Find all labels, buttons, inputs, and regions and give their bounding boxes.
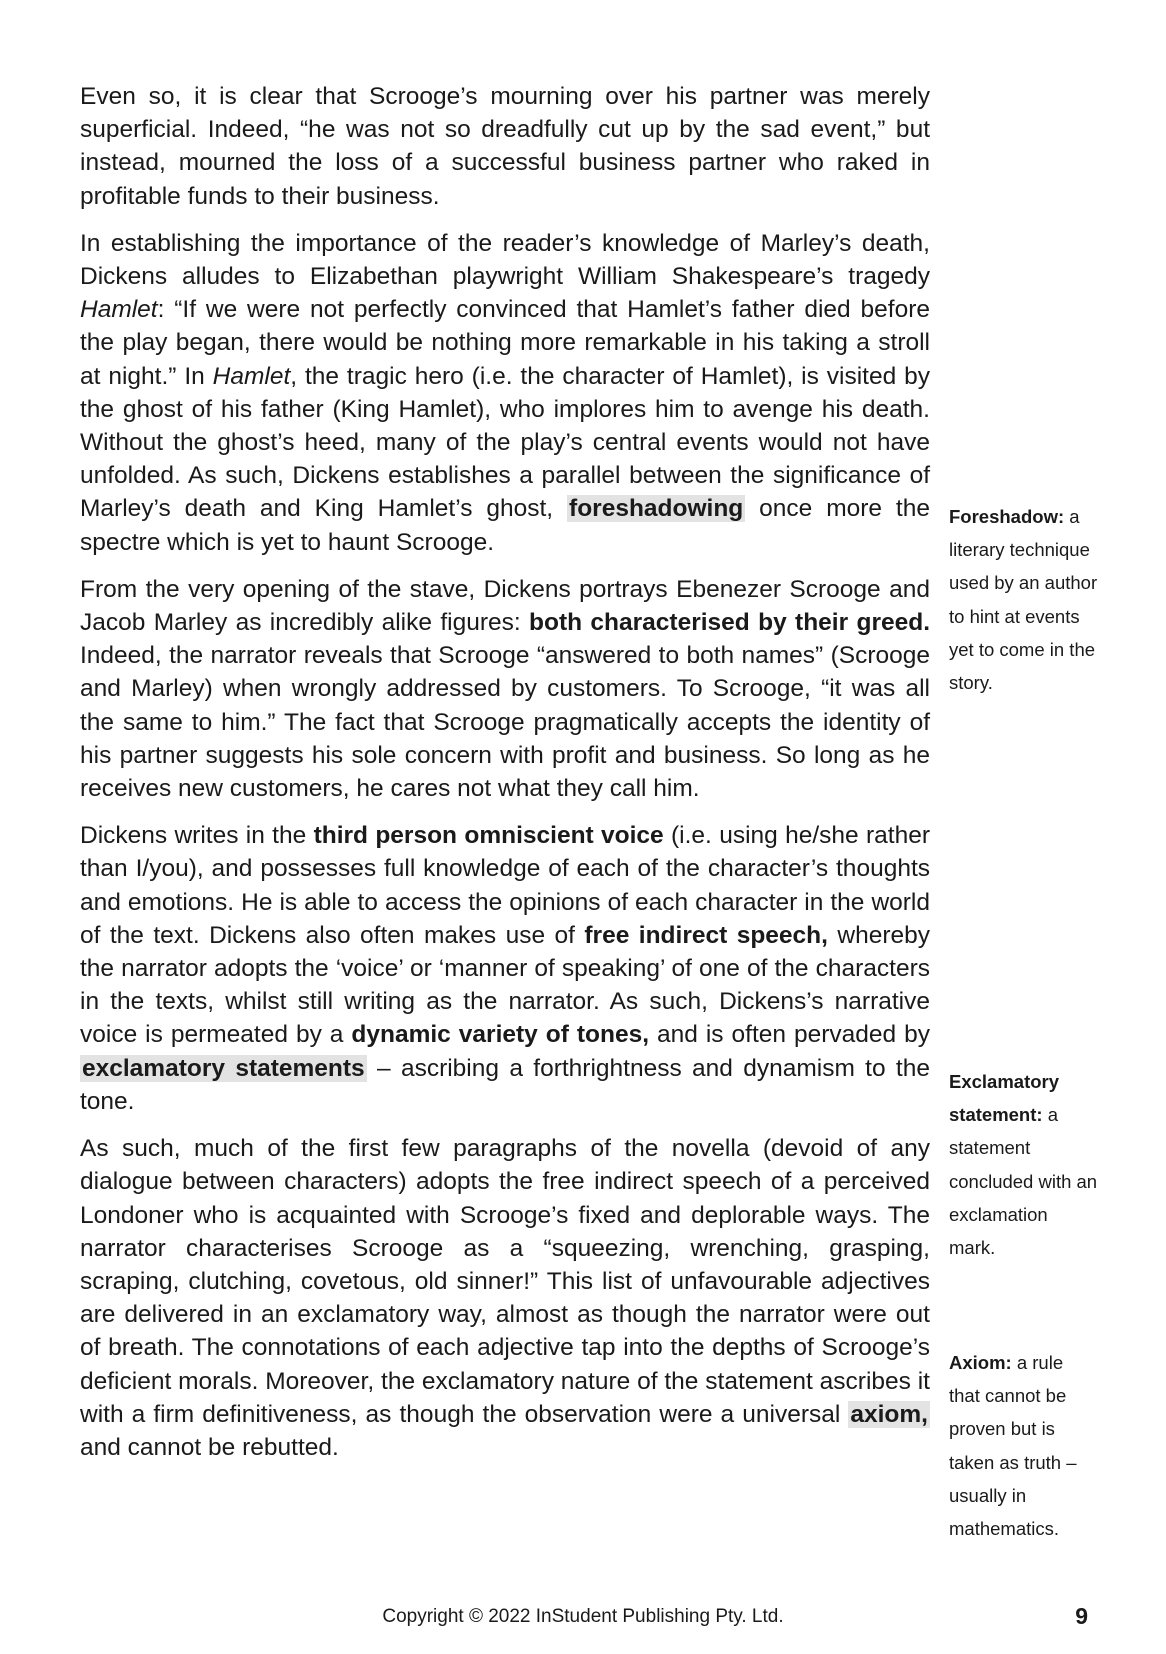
paragraph-text: : “If we were not perfectly convinced that Hamlet’s father died before the play began, there would be nothing more remarkable in his taking a stroll at night.” In bbox=[80, 296, 930, 390]
sidenote-definition: a rule that cannot be proven but is taken as truth – usually in mathematics. bbox=[949, 1352, 1077, 1540]
page-number: 9 bbox=[1075, 1603, 1088, 1629]
paragraph-text: (i.e. using he/she rather than I/you), and possesses full knowledge of each of the character’s thoughts and emotions. He is able to access the opinions of each character in the world of the text. Dickens also often makes use of bbox=[80, 822, 930, 949]
bold-phrase: both characterised by their greed. bbox=[529, 609, 930, 637]
sidenote-term: Exclamatory statement: bbox=[949, 1071, 1060, 1126]
main-text-column bbox=[80, 80, 930, 1478]
highlighted-term-foreshadowing: foreshadowing bbox=[569, 495, 744, 523]
paragraph-text: Indeed, the narrator reveals that Scrooge “answered to both names” (Scrooge and Marley) when wrongly addressed by customers. To Scrooge, “it was all the same to him.” The fact that Scrooge pragmatically accepts the identity of his partner suggests his sole concern with profit and business. So long as he receives new customers, he cares not what they call him. bbox=[80, 642, 930, 803]
paragraph-text: As such, much of the first few paragraphs of the novella (devoid of any dialogue between characters) adopts the free indirect speech of a perceived Londoner who is acquainted with Scrooge’s fixed and deplorable ways. The narrator characterises Scrooge as a “squeezing, wrenching, grasping, scraping, clutching, covetous, old sinner!” This list of unfavourable adjectives are delivered in an exclamatory way, almost as though the narrator were out of breath. The connotations of each adjective tap into the depths of Scrooge’s deficient morals. Moreover, the exclamatory nature of the statement ascribes it with a firm definitiveness, as though the observation were a universal bbox=[80, 1135, 930, 1428]
paragraph-1 bbox=[80, 80, 930, 213]
italic-title: Hamlet bbox=[212, 362, 291, 390]
highlighted-term-exclamatory-statements: exclamatory statements bbox=[82, 1054, 365, 1082]
paragraph-4 bbox=[80, 819, 930, 1118]
paragraph-text: whereby the narrator adopts the ‘voice’ or ‘manner of speaking’ of one of the characters in the texts, whilst still writing as the narrator. As such, Dickens’s narrative voice is permeated by a bbox=[80, 921, 930, 1049]
italic-title: Hamlet bbox=[80, 296, 158, 324]
sidenote-definition: a statement concluded with an exclamation mark. bbox=[949, 1104, 1098, 1259]
paragraph-text: once more the spectre which is yet to haunt Scrooge. bbox=[80, 495, 930, 556]
paragraph-text: Even so, it is clear that Scrooge’s mourning over his partner was merely superficial. Indeed, “he was not so dreadfully cut up by the sad event,” but instead, mourned the loss of a successful business partner who raked in profitable funds to their business. bbox=[80, 83, 930, 210]
sidenote-term: Foreshadow: bbox=[949, 506, 1065, 527]
paragraph-text: – ascribing a forthrightness and dynamism to the tone. bbox=[80, 1054, 930, 1115]
sidenote-foreshadow bbox=[949, 500, 1099, 699]
paragraph-text: From the very opening of the stave, Dickens portrays Ebenezer Scrooge and Jacob Marley as incredibly alike figures: bbox=[80, 575, 930, 637]
paragraph-5 bbox=[80, 1132, 930, 1464]
bold-phrase: free indirect speech, bbox=[584, 921, 828, 949]
bold-phrase: third person omniscient voice bbox=[313, 822, 664, 850]
paragraph-text: and cannot be rebutted. bbox=[80, 1433, 339, 1461]
copyright-footer: Copyright © 2022 InStudent Publishing Pty. Ltd. bbox=[382, 1606, 784, 1627]
sidenote-axiom bbox=[949, 1346, 1099, 1545]
sidenote-exclamatory-statement bbox=[949, 1065, 1099, 1264]
paragraph-text: Dickens writes in the bbox=[80, 822, 314, 850]
paragraph-2 bbox=[80, 227, 930, 559]
paragraph-3 bbox=[80, 573, 930, 805]
sidenote-definition: a literary technique used by an author to hint at events yet to come in the story. bbox=[949, 506, 1098, 694]
paragraph-text: In establishing the importance of the reader’s knowledge of Marley’s death, Dickens alludes to Elizabethan playwright William Shakespeare’s tragedy bbox=[80, 229, 930, 291]
paragraph-text: , the tragic hero (i.e. the character of Hamlet), is visited by the ghost of his father (King Hamlet), who implores him to avenge his death. Without the ghost’s heed, many of the play’s central events would not have unfolded. As such, Dickens establishes a parallel between the significance of Marley’s death and King Hamlet’s ghost, bbox=[80, 362, 930, 523]
bold-phrase: dynamic variety of tones, bbox=[351, 1021, 650, 1049]
paragraph-text: and is often pervaded by bbox=[649, 1021, 930, 1049]
highlighted-term-axiom: axiom, bbox=[850, 1400, 928, 1428]
sidenote-term: Axiom: bbox=[949, 1352, 1012, 1373]
